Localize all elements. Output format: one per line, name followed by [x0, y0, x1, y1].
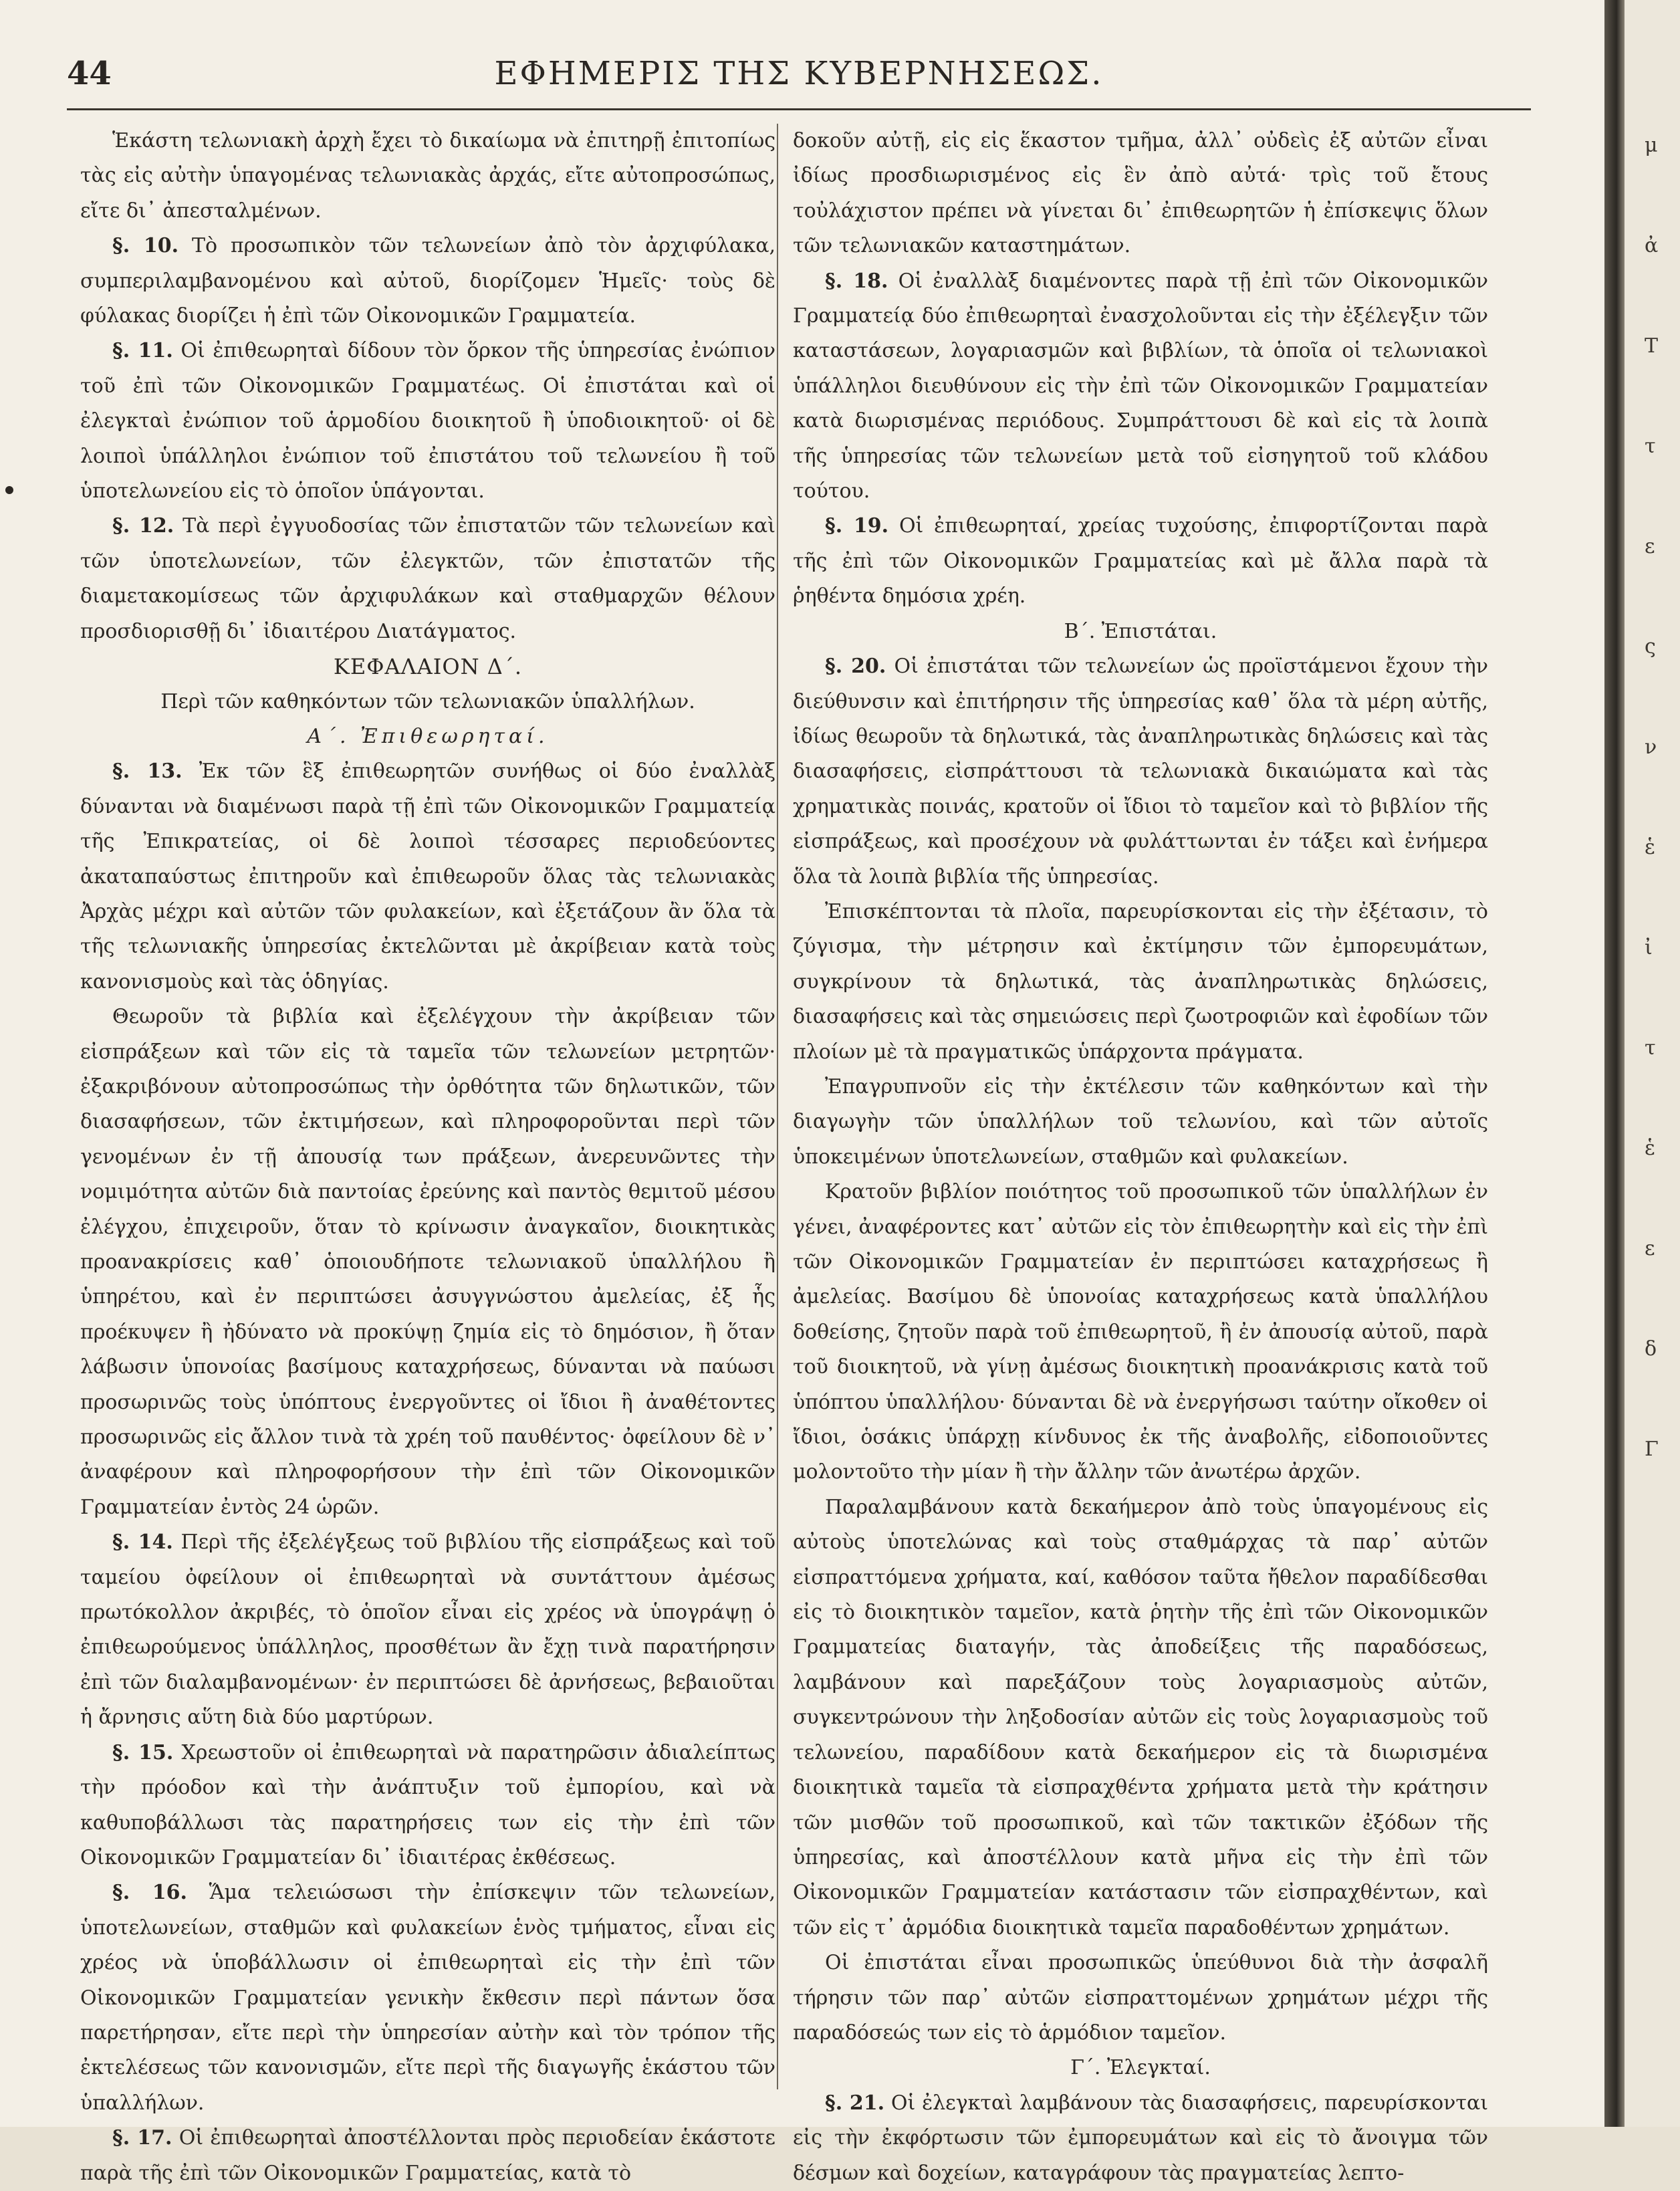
section-number: §. 17. [112, 2126, 172, 2150]
heading-text: ΚΕΦΑΛΑΙΟΝ Δ΄. [333, 654, 523, 680]
adjacent-page-letter: μ [1645, 134, 1658, 157]
paragraph-text: Ἅμα τελειώσωσι τὴν ἐπίσκεψιν τῶν τελωνείων, ὑποτελωνείων, σταθμῶν καὶ φυλακείων ἑνὸς τμήματος, εἶναι εἰς χρέος νὰ ὑποβάλλωσιν οἱ ἐπιθεωρηταὶ εἰς τὴν ἐπὶ τῶν Οἰκονομικῶν Γραμματείαν γενικὴν ἔκθεσιν περὶ πάντων ὅσα παρετήρησαν, εἴτε περὶ τὴν ὑπηρεσίαν αὐτὴν καὶ τὸν τρόπον τῆς ἐκτελέσεως τῶν κανονισμῶν, εἴτε περὶ τῆς διαγωγῆς ἑκάστου τῶν ὑπαλλήλων. [80, 1881, 775, 2115]
adjacent-page-letter: Γ [1645, 1437, 1659, 1461]
right-column [793, 124, 1488, 2191]
article-paragraph [80, 229, 775, 334]
adjacent-page-letter: τ [1645, 435, 1656, 458]
section-number: §. 18. [825, 269, 888, 293]
column-divider [777, 124, 778, 2089]
left-column [80, 124, 775, 2191]
section-number: §. 12. [112, 514, 174, 538]
heading-text: Περὶ τῶν καθηκόντων τῶν τελωνιακῶν ὑπαλλήλων. [160, 689, 695, 713]
adjacent-page-letter: δ [1645, 1337, 1657, 1361]
paragraph-text: δοκοῦν αὐτῇ, εἰς εἰς ἕκαστον τμῆμα, ἀλλ᾽ οὐδεὶς ἐξ αὐτῶν εἶναι ἰδίως προσδιωρισμένος εἰς ἓν ἀπὸ αὐτά· τρὶς τοῦ ἔτους τοὐλάχιστον πρέπει νὰ γίνεται δι᾽ ἐπιθεωρητῶν ἡ ἐπίσκεψις ὅλων τῶν τελωνιακῶν καταστημάτων. [793, 129, 1488, 258]
article-paragraph [793, 2086, 1488, 2191]
section-number: §. 16. [112, 1881, 187, 1905]
adjacent-page-letter: τ [1645, 1036, 1656, 1060]
adjacent-page-letter: ς [1645, 635, 1656, 659]
article-paragraph [80, 509, 775, 649]
article-paragraph [793, 264, 1488, 509]
article-paragraph [80, 334, 775, 509]
paragraph-text: Οἱ ἐπιθεωρηταὶ ἀποστέλλονται πρὸς περιοδείαν ἑκάστοτε παρὰ τῆς ἐπὶ τῶν Οἰκονομικῶν Γραμματείας, κατὰ τὸ [80, 2126, 775, 2185]
paragraph-text: Ἐπαγρυπνοῦν εἰς τὴν ἐκτέλεσιν τῶν καθηκόντων καὶ τὴν διαγωγὴν τῶν ὑπαλλήλων τοῦ τελωνίου, καὶ τῶν αὐτοῖς ὑποκειμένων ὑποτελωνείων, σταθμῶν καὶ φυλακείων. [793, 1074, 1488, 1169]
adjacent-page-letter: ἀ [1645, 234, 1659, 257]
article-paragraph [793, 649, 1488, 895]
heading-text: Γ΄. Ἐλεγκταί. [1070, 2056, 1211, 2080]
paragraph-text: Οἱ ἐπιθεωρηταὶ δίδουν τὸν ὅρκον τῆς ὑπηρεσίας ἐνώπιον τοῦ ἐπὶ τῶν Οἰκονομικῶν Γραμματέως. Οἱ ἐπιστάται καὶ οἱ ἐλεγκταὶ ἐνώπιον τοῦ ἁρμοδίου διοικητοῦ ἢ ὑποδιοικητοῦ· οἱ δὲ λοιποὶ ὑπάλληλοι ἐνώπιον τοῦ ἐπιστάτου τοῦ τελωνείου ἢ τοῦ ὑποτελωνείου εἰς τὸ ὁποῖον ὑπάγονται. [80, 339, 776, 503]
paragraph-text: Οἱ ἐπιστάται εἶναι προσωπικῶς ὑπεύθυνοι διὰ τὴν ἀσφαλῆ τήρησιν τῶν παρ᾽ αὐτῶν εἰσπραττομένων χρημάτων μέχρι τῆς παραδόσεώς των εἰς τὸ ἁρμόδιον ταμεῖον. [793, 1951, 1488, 2045]
section-heading [80, 685, 775, 719]
paragraph [793, 1490, 1488, 1946]
section-number: §. 13. [112, 760, 183, 784]
paragraph-text: Τὸ προσωπικὸν τῶν τελωνείων ἀπὸ τὸν ἀρχιφύλακα, συμπεριλαμβανομένου καὶ αὐτοῦ, διορίζομεν Ἡμεῖς· τοὺς δὲ φύλακας διορίζει ἡ ἐπὶ τῶν Οἰκονομικῶν Γραμματεία. [80, 234, 775, 328]
adjacent-page-letter: ν [1645, 735, 1657, 759]
adjacent-page-edge [1625, 0, 1680, 2127]
article-paragraph [80, 1525, 775, 1735]
heading-text: Α΄. Ἐπιθεωρηταί. [307, 724, 549, 748]
section-number: §. 11. [112, 339, 173, 363]
paragraph-text: Χρεωστοῦν οἱ ἐπιθεωρηταὶ νὰ παρατηρῶσιν ἀδιαλείπτως τὴν πρόοδον καὶ τὴν ἀνάπτυξιν τοῦ ἐμπορίου, καὶ νὰ καθυποβάλλωσι τὰς παρατηρήσεις των εἰς τὴν ἐπὶ τῶν Οἰκονομικῶν Γραμματείαν δι᾽ ἰδιαιτέρας ἐκθέσεως. [80, 1740, 775, 1869]
paragraph [793, 895, 1488, 1070]
adjacent-page-letter: Τ [1645, 334, 1659, 358]
paragraph [793, 1946, 1488, 2051]
binding-gutter [1604, 0, 1625, 2127]
article-paragraph [80, 754, 775, 1000]
adjacent-page-letter: ε [1645, 1237, 1655, 1260]
section-heading [793, 2051, 1488, 2085]
adjacent-page-letter: ἑ [1645, 1137, 1656, 1160]
section-number: §. 20. [825, 655, 886, 679]
paragraph-text: Περὶ τῆς ἐξελέγξεως τοῦ βιβλίου τῆς εἰσπράξεως καὶ τοῦ ταμείου ὀφείλουν οἱ ἐπιθεωρηταὶ νὰ συντάττουν ἀμέσως πρωτόκολλον ἀκριβές, τὸ ὁποῖον εἶναι εἰς χρέος νὰ ὑπογράψῃ ὁ ἐπιθεωρούμενος ὑπάλληλος, προσθέτων ἂν ἔχῃ τινὰ παρατήρησιν ἐπὶ τῶν διαλαμβανομένων· ἐν περιπτώσει δὲ ἀρνήσεως, βεβαιοῦται ἡ ἄρνησις αὕτη διὰ δύο μαρτύρων. [80, 1530, 775, 1730]
margin-bullet [5, 486, 13, 494]
paragraph-text: Κρατοῦν βιβλίον ποιότητος τοῦ προσωπικοῦ τῶν ὑπαλλήλων ἐν γένει, ἀναφέροντες κατ᾽ αὐτῶν εἰς τὸν ἐπιθεωρητὴν καὶ εἰς τὴν ἐπὶ τῶν Οἰκονομικῶν Γραμματείαν ἐν περιπτώσει καταχρήσεως ἢ ἀμελείας. Βασίμου δὲ ὑπονοίας καταχρήσεως κατὰ ὑπαλλήλου δοθείσης, ζητοῦν παρὰ τοῦ ἐπιθεωρητοῦ, ἢ ἐν ἀπουσίᾳ αὐτοῦ, παρὰ τοῦ διοικητοῦ, νὰ γίνῃ ἀμέσως διοικητικὴ προανάκρισις κατὰ τοῦ ὑπόπτου ὑπαλλήλου· δύνανται δὲ νὰ ἐνεργήσωσι ταύτην οἴκοθεν οἱ ἴδιοι, ὁσάκις ὑπάρχῃ κίνδυνος ἐκ τῆς ἀναβολῆς, εἰδοποιοῦντες μολοντοῦτο τὴν μίαν ἢ τὴν ἄλλην τῶν ἀνωτέρω ἀρχῶν. [793, 1180, 1488, 1484]
paragraph [80, 124, 775, 229]
header-rule [67, 108, 1531, 110]
article-paragraph [793, 509, 1488, 614]
paragraph-text: Παραλαμβάνουν κατὰ δεκαήμερον ἀπὸ τοὺς ὑπαγομένους εἰς αὐτοὺς ὑποτελώνας καὶ τοὺς σταθμάρχας τὰ παρ᾽ αὐτῶν εἰσπραττόμενα χρήματα, καί, καθόσον ταῦτα ἤθελον παραδίδεσθαι εἰς τὸ διοικητικὸν ταμεῖον, κατὰ ῥητὴν τῆς ἐπὶ τῶν Οἰκονομικῶν Γραμματείας διαταγήν, τὰς ἀποδείξεις τῆς παραδόσεως, λαμβάνουν καὶ παρεξάζουν τοὺς λογαριασμοὺς αὐτῶν, συγκεντρώνουν τὴν ληξοδοσίαν αὐτῶν εἰς τοὺς λογαριασμοὺς τοῦ τελωνείου, παραδίδουν κατὰ δεκαήμερον εἰς τὰ διωρισμένα διοικητικὰ ταμεῖα τὰ εἰσπραχθέντα χρήματα μετὰ τὴν κράτησιν τῶν μισθῶν τοῦ προσωπικοῦ, καὶ τῶν τακτικῶν ἐξόδων τῆς ὑπηρεσίας, καὶ ἀποστέλλουν κατὰ μῆνα εἰς τὴν ἐπὶ τῶν Οἰκονομικῶν Γραμματείαν κατάστασιν τῶν εἰσπραχθέντων, καὶ τῶν εἰς τ᾽ ἁρμόδια διοικητικὰ ταμεῖα παραδοθέντων χρημάτων. [793, 1495, 1488, 1940]
article-paragraph [80, 1875, 775, 2121]
paragraph-text: Θεωροῦν τὰ βιβλία καὶ ἐξελέγχουν τὴν ἀκρίβειαν τῶν εἰσπράξεων καὶ τῶν εἰς τὰ ταμεῖα τῶν τελωνείων μετρητῶν· ἐξακριβόνουν αὐτοπροσώπως τὴν ὀρθότητα τῶν δηλωτικῶν, τῶν διασαφήσεων, τῶν ἐκτιμήσεων, καὶ πληροφοροῦνται περὶ τῶν γενομένων ἐν τῇ ἀπουσίᾳ των πράξεων, ἀνερευνῶντες τὴν νομιμότητα αὐτῶν διὰ παντοίας ἐρεύνης καὶ παντὸς θεμιτοῦ μέσου ἐλέγχου, ἐπιχειροῦν, ὅταν τὸ κρίνωσιν ἀναγκαῖον, διοικητικὰς προανακρίσεις καθ᾽ ὁποιουδήποτε τελωνιακοῦ ὑπαλλήλου ἢ ὑπηρέτου, καὶ ἐν περιπτώσει ἀσυγγνώστου ἀμελείας, ἐξ ἧς προέκυψεν ἢ ἠδύνατο νὰ προκύψῃ ζημία εἰς τὸ δημόσιον, ἢ ὅταν λάβωσιν ὑπονοίας βασίμους καταχρήσεως, δύνανται νὰ παύωσι προσωρινῶς τοὺς ὑπόπτους ἐνεργοῦντες οἱ ἴδιοι ἢ ἀναθέτοντες προσωρινῶς εἰς ἄλλον τινὰ τὰ χρέη τοῦ παυθέντος· ὀφείλουν δὲ ν᾽ ἀναφέρουν καὶ πληροφορήσουν τὴν ἐπὶ τῶν Οἰκονομικῶν Γραμματείαν ἐντὸς 24 ὡρῶν. [80, 1005, 775, 1519]
section-heading [80, 649, 775, 684]
adjacent-page-letter: ἑ [1645, 836, 1656, 859]
paragraph [793, 1070, 1488, 1175]
section-number: §. 19. [825, 514, 889, 538]
page-header [67, 55, 1531, 102]
heading-text: Β΄. Ἐπιστάται. [1064, 619, 1217, 643]
paragraph [793, 124, 1488, 264]
paragraph-text: Οἱ ἐλεγκταὶ λαμβάνουν τὰς διασαφήσεις, παρευρίσκονται εἰς τὴν ἐκφόρτωσιν τῶν ἐμπορευμάτων καὶ εἰς τὸ ἄνοιγμα τῶν δέσμων καὶ δοχείων, καταγράφουν τὰς πραγματείας λεπτο- [793, 2091, 1488, 2185]
adjacent-page-letter: ἰ [1645, 936, 1653, 959]
paragraph [80, 1000, 775, 1525]
paragraph-text: Ἑκάστη τελωνιακὴ ἀρχὴ ἔχει τὸ δικαίωμα νὰ ἐπιτηρῇ ἐπιτοπίως τὰς εἰς αὐτὴν ὑπαγομένας τελωνιακὰς ἀρχάς, εἴτε αὐτοπροσώπως, εἴτε δι᾽ ἀπεσταλμένων. [80, 129, 775, 223]
paragraph-text: Τὰ περὶ ἐγγυοδοσίας τῶν ἐπιστατῶν τῶν τελωνείων καὶ τῶν ὑποτελωνείων, τῶν ἐλεγκτῶν, τῶν ἐπιστατῶν τῆς διαμετακομίσεως τῶν ἀρχιφυλάκων καὶ σταθμαρχῶν θέλουν προσδιορισθῇ δι᾽ ἰδιαιτέρου Διατάγματος. [80, 514, 775, 643]
section-number: §. 21. [825, 2091, 885, 2115]
running-title: ΕΦΗΜΕΡΙΣ ΤΗΣ ΚΥΒΕΡΝΗΣΕΩΣ. [494, 55, 1104, 92]
paragraph-text: Οἱ ἐπιθεωρηταί, χρείας τυχούσης, ἐπιφορτίζονται παρὰ τῆς ἐπὶ τῶν Οἰκονομικῶν Γραμματείας καὶ μὲ ἄλλα παρὰ τὰ ῥηθέντα δημόσια χρέη. [793, 514, 1488, 608]
paragraph-text: Ἐπισκέπτονται τὰ πλοῖα, παρευρίσκονται εἰς τὴν ἐξέτασιν, τὸ ζύγισμα, τὴν μέτρησιν καὶ ἐκτίμησιν τῶν ἐμπορευμάτων, συγκρίνουν τὰ δηλωτικά, τὰς ἀναπληρωτικὰς δηλώσεις, διασαφήσεις καὶ τὰς σημειώσεις περὶ ζωοτροφιῶν καὶ ἐφοδίων τῶν πλοίων μὲ τὰ πραγματικῶς ὑπάρχοντα πράγματα. [793, 899, 1488, 1064]
section-heading [793, 614, 1488, 649]
section-heading [80, 719, 775, 754]
paragraph-text: Οἱ ἐπιστάται τῶν τελωνείων ὡς προϊστάμενοι ἔχουν τὴν διεύθυνσιν καὶ ἐπιτήρησιν τῆς ὑπηρεσίας καθ᾽ ὅλα τὰ μέρη αὐτῆς, ἰδίως θεωροῦν τὰ δηλωτικά, τὰς ἀναπληρωτικὰς δηλώσεις καὶ τὰς διασαφήσεις, εἰσπράττουσι τὰ τελωνιακὰ δικαιώματα καὶ τὰς χρηματικὰς ποινάς, κρατοῦν οἱ ἴδιοι τὸ ταμεῖον καὶ τὸ βιβλίον τῆς εἰσπράξεως, καὶ προσέχουν νὰ φυλάττωνται ἐν τάξει καὶ ἐνήμερα ὅλα τὰ λοιπὰ βιβλία τῆς ὑπηρεσίας. [793, 655, 1488, 889]
page-number: 44 [67, 55, 112, 92]
paragraph-text: Ἐκ τῶν ἓξ ἐπιθεωρητῶν συνήθως οἱ δύο ἐναλλὰξ δύνανται νὰ διαμένωσι παρὰ τῇ ἐπὶ τῶν Οἰκονομικῶν Γραμματείᾳ τῆς Ἐπικρατείας, οἱ δὲ λοιποὶ τέσσαρες περιοδεύοντες ἀκαταπαύστως ἐπιτηροῦν καὶ ἐπιθεωροῦν ὅλας τὰς τελωνιακὰς Ἀρχὰς μέχρι καὶ αὐτῶν τῶν φυλακείων, καὶ ἐξετάζουν ἂν ὅλα τὰ τῆς τελωνιακῆς ὑπηρεσίας ἐκτελῶνται μὲ ἀκρίβειαν κατὰ τοὺς κανονισμοὺς καὶ τὰς ὁδηγίας. [80, 760, 775, 994]
section-number: §. 10. [112, 234, 179, 258]
section-number: §. 15. [112, 1740, 174, 1764]
adjacent-page-letter: ε [1645, 535, 1655, 558]
section-number: §. 14. [112, 1530, 173, 1554]
paragraph [793, 1175, 1488, 1490]
article-paragraph [80, 2121, 775, 2191]
paragraph-text: Οἱ ἐναλλὰξ διαμένοντες παρὰ τῇ ἐπὶ τῶν Οἰκονομικῶν Γραμματείᾳ δύο ἐπιθεωρηταὶ ἐνασχολοῦνται εἰς τὴν ἐξέλεγξιν τῶν καταστάσεων, λογαριασμῶν καὶ βιβλίων, τὰ ὁποῖα οἱ τελωνιακοὶ ὑπάλληλοι διευθύνουν εἰς τὴν ἐπὶ τῶν Οἰκονομικῶν Γραμματείαν κατὰ διωρισμένας περιόδους. Συμπράττουσι δὲ καὶ εἰς τὰ λοιπὰ τῆς ὑπηρεσίας τῶν τελωνείων μετὰ τοῦ εἰσηγητοῦ τοῦ κλάδου τούτου. [793, 269, 1488, 503]
article-paragraph [80, 1736, 775, 1876]
